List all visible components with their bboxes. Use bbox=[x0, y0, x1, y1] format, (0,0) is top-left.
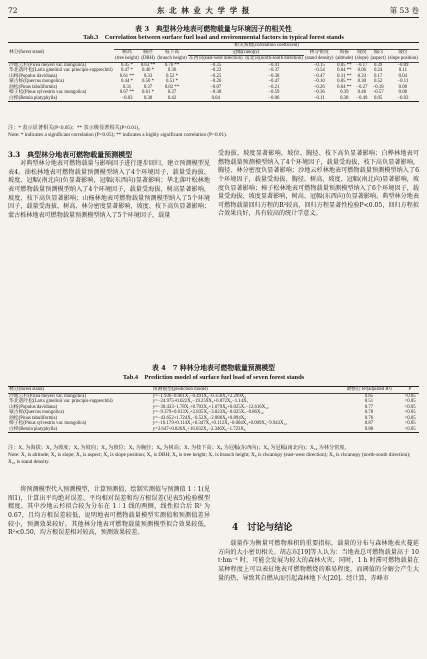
t3-header-ns: 南北向(north-south direction) bbox=[244, 56, 303, 62]
t3-header-aspect: 坡向 (aspect) bbox=[370, 50, 386, 61]
t3-cell-value: 0.08 bbox=[398, 90, 408, 96]
t4-header-p: P bbox=[401, 387, 419, 394]
t3-cell-stand: 沙地云杉(Picea meyeri var. mongolica) bbox=[8, 62, 114, 68]
t4-cell-p: <0.05 bbox=[401, 427, 419, 433]
running-header bbox=[8, 4, 419, 16]
t3-cell-value: 0.04 bbox=[398, 73, 408, 79]
t3-cell-value: 0.37 bbox=[167, 90, 177, 96]
section33-right bbox=[218, 150, 419, 219]
t3-cell-stand: 白桦(Betula platyphylla) bbox=[9, 95, 58, 101]
t3-header-density: 林分密度 (stand density) bbox=[305, 50, 334, 61]
t4-cell-r2: 0.85 bbox=[364, 393, 374, 399]
t3-cell-value: −0.41 bbox=[244, 62, 304, 68]
t3-header-coef: 相关系数(correlation coefficient) bbox=[114, 43, 419, 50]
table-row bbox=[8, 427, 419, 433]
t3-cell-stand: 华北落叶松(Larix gmelinii var. principis-rupprechtii) bbox=[9, 68, 113, 74]
t3-header-stand: 林分(forest stand) bbox=[8, 43, 114, 63]
t3-cell-value: −0.38 bbox=[268, 73, 280, 79]
t3-cell-value: −0.07 bbox=[210, 84, 222, 90]
t3-cell-value: −0.30 bbox=[210, 90, 222, 96]
t3-cell-value: 0.48 bbox=[357, 90, 367, 96]
t3-cell-value: −0.54 bbox=[313, 68, 325, 74]
t3-body bbox=[8, 62, 419, 102]
t3-cell-value: 0.76 ** bbox=[156, 62, 188, 68]
t3-cell-value: 0.17 bbox=[373, 73, 383, 79]
t4-cell-name: 白桦(Betula platyphylla) bbox=[8, 427, 152, 433]
table3-note bbox=[8, 125, 419, 139]
t3-cell-value: 0.37 bbox=[143, 84, 153, 90]
t3-cell-value: 0.63 ** bbox=[140, 62, 156, 68]
t3-header-altitude: 海拔 (altitude) bbox=[335, 50, 354, 61]
t3-cell-value: 0.85 ** bbox=[337, 79, 352, 85]
t4-cell-model: y=−24.975+0.022X₁−19.259X₃+0.872X₆−1.14X₇ bbox=[152, 399, 249, 405]
t4-header-stand: 林分(forest stand) bbox=[8, 387, 152, 394]
t4-cell-r2: 0.76 bbox=[364, 415, 374, 421]
t4-body bbox=[8, 393, 419, 433]
t3-cell-value: 0.11 bbox=[398, 68, 407, 74]
t3-cell-value: 0.33 bbox=[143, 73, 153, 79]
t3-header-dbh: 胸径 (DBH) bbox=[141, 50, 155, 61]
t3-cell-value: 0.40 * bbox=[142, 68, 155, 74]
t3-cell-stand: 油松(Pinus tabuliformis) bbox=[9, 84, 58, 90]
results-paragraph: 将预测模型代入预测模型，计算预测值，绘制实测值与预测值 1∶1(见图1)，计算出平均绝对误差、平均相对误差和均方根误差(见表5)检验模型精度。其中沙地云杉拟合较为分布在 1∶1 线的两侧，线性拟合后 R² 为 0.67，且均方根误差较低，说明地表可燃物载量模型实测值和预测值差异较小，预测效果较好。其他林分地表可燃物载量预测模型拟合效果较低，R²<0.50，均方根误差相对较高，预测效果较差。 bbox=[8, 486, 210, 537]
table3-caption-cn: 表 3 典型林分地表可燃物载量与环境因子的相关性 bbox=[135, 25, 292, 33]
t3-cell-value: 0.30 bbox=[357, 79, 367, 85]
section33-right-text: 受海拔、坡度显著影响，坡位、胸径、枝下高负显著影响；白桦林地表可燃物载量预测模型纳入了4个环境因子，载量受海拔、枝下高负显著影响，胸径、林分密度负显著影响；沙地云杉林地表可燃物载量预测模型纳入了6个环境因子，载量受海拔、胸径、树高、坡度、冠幅(南北向)显著影响，坡度负显著影响；樟子松林地表可燃物载量预测模型纳入了6个环境因子，载量受海拔、坡度显著影响，树高、冠幅(东西向)负显著影响。典型林分地表可燃物载量回归方程的R²较高，回归方程显著性检验P<0.05，回归方程拟合效果良好，具有较高的统计学意义。 bbox=[218, 150, 419, 218]
t3-cell-value: 0.85 ** bbox=[334, 62, 354, 68]
table3 bbox=[8, 42, 419, 102]
t4-cell-p: <0.05 bbox=[404, 415, 416, 421]
t3-cell-value: −0.10 bbox=[313, 79, 325, 85]
t4-cell-p: <0.05 bbox=[404, 399, 416, 405]
t3-cell-stand: 蒙古栎(Quercus mongolica) bbox=[9, 79, 65, 85]
section33-left-text: 对典型林分地表可燃物载量与影响因子进行逐步回归，建立预测模型见表4。油松林地表可燃物载量预测模型纳入了4个环境因子，载量受海拔、坡度、冠幅(南北向)负显著影响，冠幅(东西向)显著影响；华北落叶松林地表可燃物载量预测模型纳入了4个环境因子，载量受海拔、树高显著影响，坡度、枝下高负显著影响；山杨林地表可燃物载量预测模型纳入了5个环境因子，载量受海拔、树高、林分密度显著影响，坡度、枝下高负显著影响；蒙古栎林地表可燃物载量预测模型纳入了5个环境因子，载量 bbox=[8, 159, 210, 219]
table4 bbox=[8, 386, 419, 433]
t3-cell-value: 0.52 bbox=[373, 79, 383, 85]
section33-heading: 3.3 典型林分地表可燃物载量预测模型 bbox=[8, 150, 133, 159]
t3-cell-value: −0.21 bbox=[268, 84, 280, 90]
table3-note-en: Note: * indicates a significant correlation (P<0.05); ** indicates a highly significant correlation (P<0.01). bbox=[8, 132, 228, 139]
header-rule bbox=[8, 17, 419, 18]
t3-cell-value: 0.51 * bbox=[166, 79, 179, 85]
t4-cell-model: y=2.647+0.026X₁+16.032X₂−2.346X₆−1.723X₈ bbox=[152, 427, 337, 433]
t4-cell-r2: 0.78 bbox=[364, 410, 374, 416]
t4-cell-name: 沙地云杉(Picea meyeri var. mongolica) bbox=[9, 393, 86, 399]
t4-cell-name: 油松(Pinus tabuliformis) bbox=[9, 415, 58, 421]
table3-note-cn: 注：* 表示显著相关(P<0.05)；** 表示极显著相关(P<0.01)。 bbox=[8, 125, 144, 131]
t3-header-ew: 东西向(east-west direction) bbox=[188, 56, 243, 62]
table4-note bbox=[8, 445, 419, 466]
t3-cell-stand: 樟子松(Pinus sylvestris var. mongolica) bbox=[9, 90, 87, 96]
t3-cell-value: 0.39 bbox=[370, 62, 387, 68]
t4-cell-model: y=−1.936−0.001X₁−0.491X₂−0.158X₃+2.299X₄ bbox=[152, 393, 246, 399]
t3-cell-value: 0.64 ** bbox=[337, 84, 352, 90]
t3-cell-value: −0.25 bbox=[188, 62, 244, 68]
t3-cell-value: 0.38 bbox=[340, 95, 349, 101]
t3-cell-value: −0.18 bbox=[372, 84, 384, 90]
t3-cell-value: 0.24 bbox=[373, 68, 383, 74]
journal-name: 东 北 林 业 大 学 学 报 bbox=[156, 5, 251, 15]
t3-header-slope: 坡度 (slope) bbox=[355, 50, 369, 61]
t3-cell-value: 0.64 ** bbox=[337, 68, 352, 74]
t3-cell-value: −0.26 bbox=[313, 84, 325, 90]
t4-cell-p: <0.05 bbox=[404, 393, 416, 399]
table-row bbox=[8, 90, 419, 96]
t4-cell-p: <0.05 bbox=[404, 410, 416, 416]
t3-cell-value: 0.61 * bbox=[142, 90, 155, 96]
t3-cell-value: −0.11 bbox=[313, 95, 325, 101]
page-number: 72 bbox=[8, 5, 18, 15]
t3-header-branch: 枝下高 (branch height) bbox=[157, 50, 187, 61]
t3-cell-value: −0.09 bbox=[387, 62, 419, 68]
t3-cell-value: 0.82 ** bbox=[164, 84, 180, 90]
t4-cell-name: 蒙古栎(Quercus mongolica) bbox=[9, 410, 65, 416]
t3-cell-value: −0.47 bbox=[313, 73, 325, 79]
table3-caption-en: Tab.3 Correlation between surface fuel load and environmental factors in typical forest stands bbox=[83, 34, 344, 41]
t3-cell-value: −0.22 bbox=[210, 68, 222, 74]
t3-cell-value: −0.47 bbox=[268, 79, 280, 85]
t3-cell-value: −0.27 bbox=[356, 84, 368, 90]
t3-header-position: 坡位 (slope position) bbox=[387, 50, 418, 61]
t4-cell-name: 山杨(Populus davidiana) bbox=[9, 404, 58, 410]
t3-cell-value: −0.03 bbox=[397, 95, 409, 101]
t3-cell-value: −0.37 bbox=[268, 68, 280, 74]
t4-cell-name: 华北落叶松(Larix gmelinii var. principis-rupprechtii) bbox=[9, 399, 113, 405]
volume-label: 第 53 卷 bbox=[389, 5, 419, 15]
t4-header-r2: 调整后 R²(adjusted R²) bbox=[337, 387, 401, 394]
t4-cell-model: y=−9.379+0.013X₁+2.835X₂−3.823X₆−0.025X₇−0.86X₁₀ bbox=[152, 410, 264, 416]
t4-cell-r2: 0.88 bbox=[337, 427, 401, 433]
t3-cell-value: 0.44 * bbox=[120, 79, 133, 85]
t3-header-height: 树高 (tree height) bbox=[115, 50, 139, 61]
table4-caption-en: Tab.4 Prediction model of surface fuel load of seven forest stands bbox=[122, 374, 305, 381]
t3-cell-value: −0.06 bbox=[268, 95, 280, 101]
t4-cell-r2: 0.51 bbox=[364, 399, 374, 405]
t3-header-crown: 冠幅(canopy) bbox=[188, 49, 304, 56]
t3-cell-value: −0.59 bbox=[268, 90, 280, 96]
t4-header-model: 预测模型(prediction model) bbox=[152, 387, 337, 394]
t3-cell-value: 0.06 bbox=[357, 68, 367, 74]
t3-cell-value: 0.50 * bbox=[142, 79, 155, 85]
t3-cell-value: −0.36 bbox=[313, 90, 325, 96]
table4-note-cn: 注：X₁ 为海拔；X₂ 为坡度；X₃ 为坡向；X₄ 为坡位；X₅ 为胸径；X₆ 为树高；X₇ 为枝下高；X₈ 为冠幅(东西向)；X₉ 为冠幅(南北向)；X₁₀ 为林分密度。 bbox=[8, 445, 350, 451]
t3-cell-stand: 山杨(Populus davidiana) bbox=[9, 73, 58, 79]
t3-cell-value: 0.05 bbox=[373, 95, 383, 101]
section4-heading: 4 讨论与结论 bbox=[232, 523, 293, 533]
t3-cell-value: 0.67 ** bbox=[119, 90, 135, 96]
t3-cell-value: 0.04 bbox=[211, 95, 220, 101]
t4-cell-p: <0.05 bbox=[404, 421, 416, 427]
t3-cell-value: −0.03 bbox=[121, 95, 133, 101]
section4-text: 载量作为衡量可燃物堆积的重要指标，载量的分布与森林地表火蔓延方向的大小密切相关。胡志东[19]等人认为：当地表总可燃物载量高于 10 t·hm⁻² 时，可能会发展为较大的森林火灾，同时，1 h 时滞可燃物载量在某种程度上可以表征地表可燃物燃烧的难易程度，而阈值的分解会产生大量的热，导致其自燃从而引起森林地下火[20]。经计算，赤峰市 bbox=[218, 540, 419, 582]
t4-cell-r2: 0.87 bbox=[364, 421, 374, 427]
t3-cell-value: −0.49 bbox=[356, 95, 368, 101]
t4-cell-p: <0.05 bbox=[404, 404, 416, 410]
t4-cell-name: 樟子松(Pinus sylvestris var. mongolica) bbox=[9, 421, 87, 427]
t3-cell-value: 0.52 * bbox=[166, 73, 179, 79]
t3-cell-value: 0.31 ** bbox=[337, 73, 352, 79]
t3-cell-value: −0.17 bbox=[354, 62, 369, 68]
t3-cell-value: 0.45 * bbox=[114, 62, 140, 68]
t3-cell-value: 0.08 bbox=[398, 84, 408, 90]
t3-cell-value: 0.42 bbox=[167, 95, 177, 101]
table-row bbox=[8, 96, 419, 102]
t3-cell-value: −0.57 bbox=[372, 90, 384, 96]
t4-cell-model: y=−30.433−1.78X₁+0.703X₂+1.079X₆+0.025X₇−12.616X₁₂ bbox=[152, 404, 269, 410]
t3-cell-value: 0.31 bbox=[122, 84, 132, 90]
t3-cell-value: 0.30 bbox=[143, 95, 153, 101]
t3-cell-value: −0.26 bbox=[210, 79, 222, 85]
section33-left bbox=[8, 150, 210, 220]
t3-cell-value: −0.25 bbox=[210, 73, 222, 79]
t3-cell-value: 0.36 bbox=[167, 68, 177, 74]
t3-cell-value: 0.33 bbox=[357, 73, 367, 79]
t4-cell-model: y=−43.652+1.724X₁−0.52X₂−2.888X₈+0.894X₉ bbox=[152, 415, 246, 421]
t3-cell-value: 0.47 * bbox=[120, 68, 133, 74]
table4-caption-cn: 表 4 7 种林分地表可燃物载量预测模型 bbox=[152, 364, 275, 372]
t3-cell-value: 0.39 bbox=[340, 90, 349, 96]
t3-cell-value: 0.61 ** bbox=[119, 73, 135, 79]
table-row bbox=[8, 68, 419, 74]
table4-note-en: Note: X₁ is altitude; X₂ is slope; X₃ is aspect; X₄ is slope position; X₅ is DBH; X₆ is tree height; X₇ is branch height; X₈ is chcanopy (east-west direction); X₉ is chcanopy (north-south direction); X₁₀ is stand density. bbox=[8, 452, 411, 466]
t4-cell-r2: 0.77 bbox=[364, 404, 374, 410]
t3-cell-value: −0.11 bbox=[397, 79, 409, 85]
t4-cell-model: y=−10.179+0.114X₁+0.347X₂+0.112X₃−0.004X₄+0.009X₅−9.943X₁₂ bbox=[152, 421, 287, 427]
t3-cell-value: −0.15 bbox=[304, 62, 335, 68]
